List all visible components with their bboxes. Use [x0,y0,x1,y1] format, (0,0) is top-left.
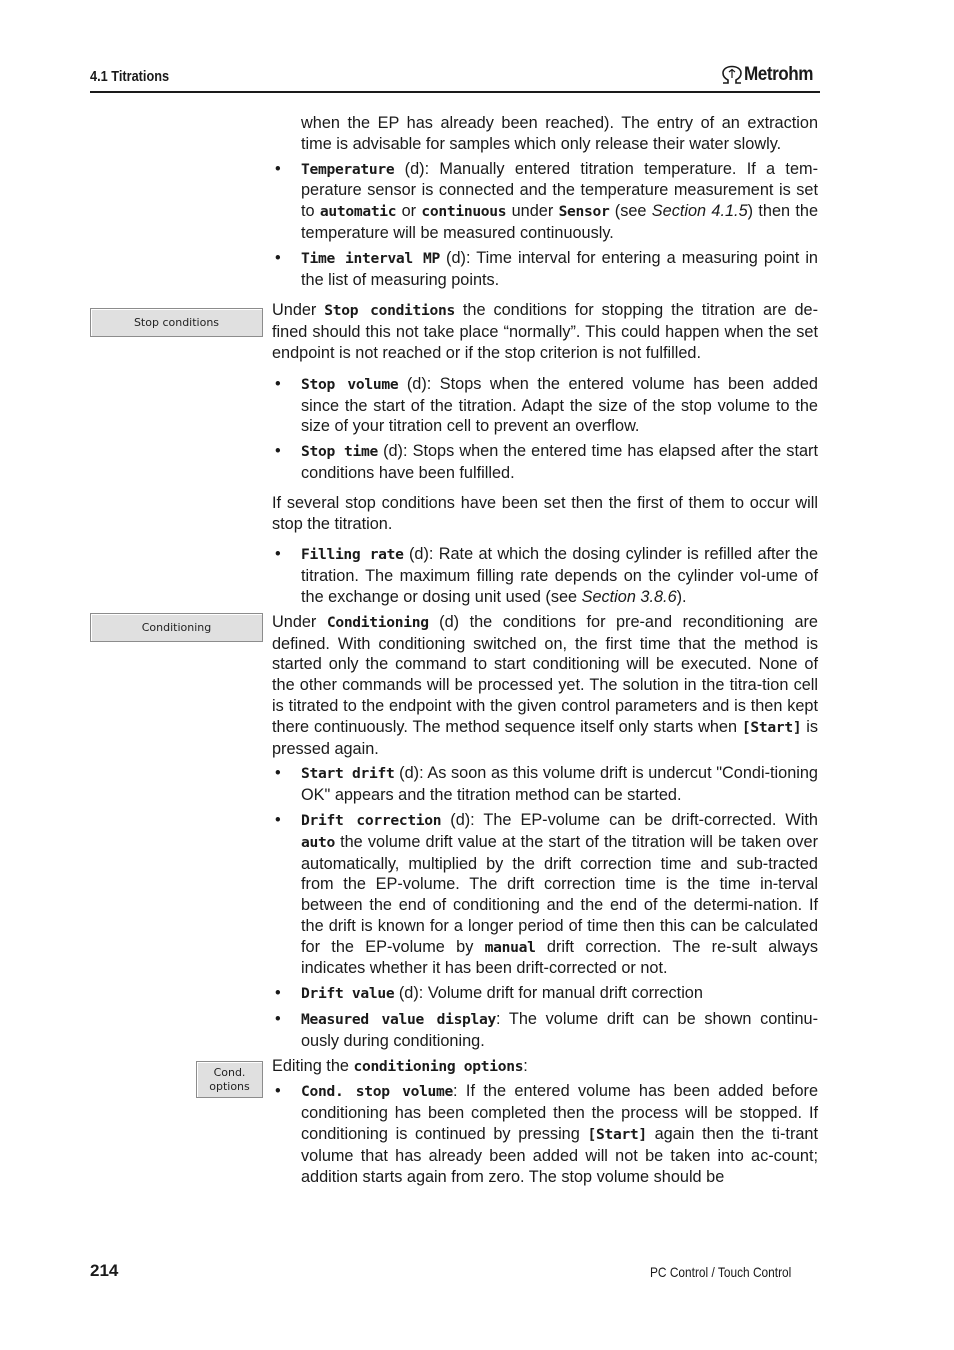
section-header-title: 4.1 Titrations [90,68,170,85]
section-reference: Section 4.1.5 [651,202,748,221]
logo-wordmark: Metrohm [744,64,814,85]
term-stop-conditions: Stop conditions [324,302,455,320]
header-rule [90,91,820,93]
param-cond-stop-volume: Cond. stop volume [301,1083,454,1101]
parameter-list-3 [272,544,818,607]
conditioning-button-label: Conditioning [141,620,212,634]
stop-conditions-button[interactable] [90,308,263,337]
cond-options-button[interactable] [196,1061,263,1098]
param-time-interval: Time interval MP [301,249,440,267]
param-temperature: Temperature [301,160,395,178]
parameter-list-5 [272,1081,818,1187]
value-automatic: automatic [319,203,397,221]
param-drift-value: Drift value [301,985,395,1003]
term-conditioning-options: conditioning options [353,1057,524,1075]
stop-conditions-button-label: Stop conditions [133,315,220,329]
paragraph-stop-conditions: Under Stop conditions the conditions for stopping the titration are de-fined should this not take place “normally”. This could happen when the set endpoint is not reached or if the stop criterion is not fulfilled. [272,301,818,362]
value-manual: manual [484,938,536,956]
list-item-filling-rate: • Filling rate (d): Rate at which the dosing cylinder is refilled after the titration. The maximum filling rate depends on the cylinder vol-ume of the exchange or dosing unit used (see Section 3.8.6). [272,544,818,607]
param-filling-rate: Filling rate [301,546,404,564]
parameter-list-1 [272,159,818,291]
footer-product-name: PC Control / Touch Control [650,1264,792,1280]
param-stop-volume: Stop volume [301,375,399,393]
metrohm-logo [720,64,821,86]
key-start: [Start] [587,1126,647,1144]
list-item-temperature: • Temperature (d): Manually entered titration temperature. If a tem-perature sensor is connected and the temperature measurement is set to automatic or continuous under Sensor (see Section 4.1.5) then the temperature will be measured continuously. [272,159,818,244]
list-item-cond-stop-volume: • Cond. stop volume: If the entered volume has been added before conditioning has been completed then the process will be stopped. If conditioning is continued by pressing [Start] again then the ti-trant volume that has already been added will not be taken into ac-count; addition starts again from zero. The stop volume should be [272,1081,818,1187]
param-sensor: Sensor [558,203,610,221]
term-conditioning: Conditioning [326,613,429,631]
section-reference: Section 3.8.6 [581,587,677,606]
paragraph-several-stop: If several stop conditions have been set then the first of them to occur will stop the titration. [272,493,818,533]
list-item-stop-volume: • Stop volume (d): Stops when the entered volume has been added since the start of the titration. Adapt the size of the stop volume to the size of your titration cell to prevent an overflow. [272,374,818,437]
param-stop-time: Stop time [301,443,378,461]
list-item-stop-time: • Stop time (d): Stops when the entered time has elapsed after the start conditions have been fulfilled. [272,441,818,484]
conditioning-button[interactable] [90,613,263,642]
list-item-time-interval: • Time interval MP (d): Time interval for entering a measuring point in the list of measuring points. [272,248,818,291]
list-item-drift-value: • Drift value (d): Volume drift for manual drift correction [272,983,818,1005]
cond-options-label-line2: options [209,1079,250,1093]
value-auto: auto [301,833,335,851]
parameter-list-4 [272,763,818,1051]
paragraph-conditioning: Under Conditioning (d) the conditions for pre-and reconditioning are defined. With conditioning switched on, the first time that the method is started only the command to start conditioning will be executed. None of the other commands will be processed yet. The solution in the titra-tion cell is titrated to the endpoint with the given control parameters and is then kept there continuously. The method sequence itself only starts when [Start] is pressed again. [272,612,818,758]
metrohm-omega-icon [720,65,744,85]
value-continuous: continuous [421,203,507,221]
param-start-drift: Start drift [301,765,395,783]
list-item-start-drift: • Start drift (d): As soon as this volume drift is undercut "Condi-tioning OK" appears and the titration method can be started. [272,763,818,806]
page-number: 214 [90,1261,119,1280]
list-item-drift-correction: • Drift correction (d): The EP-volume can be drift-corrected. With auto the volume drift value at the start of the titration will be taken over automatically, multiplied by the drift correction time and sub-tracted from the EP-volume. The drift correction time is the time in-terval between the end of conditioning and the end of the determi-nation. If the drift is known for a longer period of time then this can be calculated for the EP-volume by manual drift correction. The re-sult always indicates whether it has been drift-corrected or not. [272,810,818,979]
paragraph-editing-options: Editing the conditioning options: [272,1056,528,1075]
param-measured-value-display: Measured value display [301,1011,497,1029]
body-text [272,113,818,1187]
param-drift-correction: Drift correction [301,811,442,829]
key-start: [Start] [741,718,802,736]
list-item-measured-value-display: • Measured value display: The volume drift can be shown continu-ously during conditioning. [272,1009,818,1052]
parameter-list-2 [272,374,818,484]
paragraph-continuation: when the EP has already been reached). The entry of an extraction time is advisable for samples which only release their water slowly. [301,114,818,153]
cond-options-label-line1: Cond. [213,1065,246,1079]
